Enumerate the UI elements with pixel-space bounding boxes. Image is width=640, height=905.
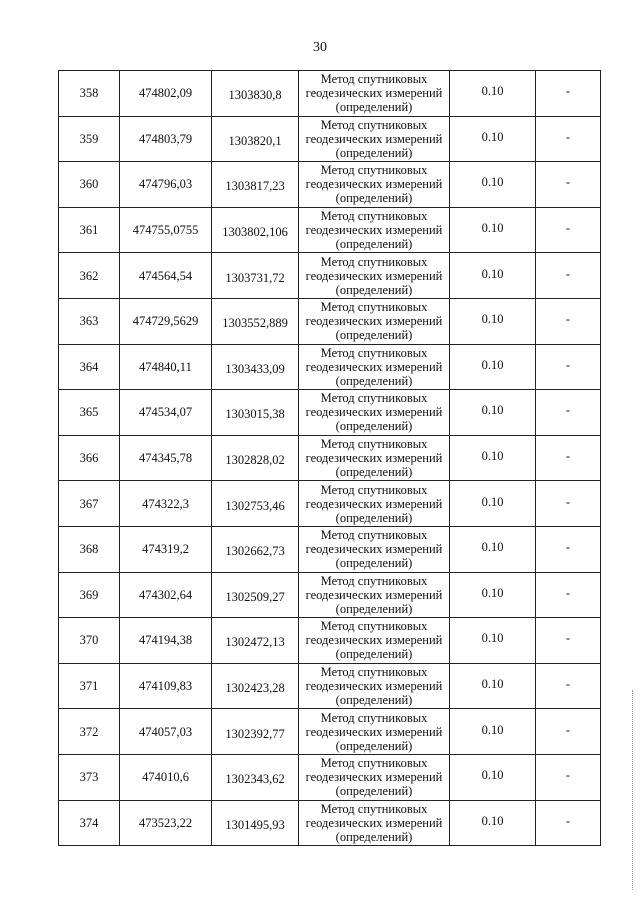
note-cell-text: - — [565, 813, 571, 828]
method-cell-text: Метод спутниковых геодезических измерений (определений) — [305, 254, 443, 297]
method-cell-text: Метод спутниковых геодезических измерений (определений) — [305, 163, 443, 206]
note-cell-text: - — [565, 768, 571, 783]
accuracy-cell — [450, 754, 536, 800]
accuracy-cell-text: 0.10 — [481, 677, 504, 692]
method-cell-text: Метод спутниковых геодезических измерений (определений) — [305, 437, 443, 480]
accuracy-cell — [450, 618, 536, 664]
point-number-cell — [59, 298, 120, 344]
accuracy-cell-text: 0.10 — [481, 494, 504, 509]
point-number-cell-text: 365 — [79, 405, 99, 420]
note-cell-text: - — [565, 449, 571, 464]
method-cell — [299, 207, 450, 253]
y-coordinate-cell-text: 1302392,77 — [225, 726, 285, 741]
y-coordinate-cell — [212, 435, 299, 481]
note-cell-text: - — [565, 221, 571, 236]
y-coordinate-cell — [212, 481, 299, 527]
coordinates-table — [58, 70, 601, 846]
accuracy-cell — [450, 344, 536, 390]
method-cell — [299, 71, 450, 117]
y-coordinate-cell — [212, 253, 299, 299]
accuracy-cell — [450, 298, 536, 344]
method-cell-text: Метод спутниковых геодезических измерений (определений) — [305, 573, 443, 616]
note-cell-text: - — [565, 266, 571, 281]
y-coordinate-cell-text: 1303817,23 — [225, 179, 285, 194]
y-coordinate-cell-text: 1302472,13 — [225, 635, 285, 650]
point-number-cell — [59, 709, 120, 755]
note-cell-text: - — [565, 677, 571, 692]
point-number-cell-text: 373 — [79, 770, 99, 785]
point-number-cell — [59, 663, 120, 709]
page-number: 30 — [313, 40, 327, 55]
method-cell-text: Метод спутниковых геодезических измерений (определений) — [305, 300, 443, 343]
y-coordinate-cell-text: 1302828,02 — [225, 453, 285, 468]
point-number-cell-text: 367 — [79, 496, 99, 511]
x-coordinate-cell — [120, 663, 212, 709]
accuracy-cell — [450, 207, 536, 253]
table-row — [59, 71, 601, 117]
note-cell-text: - — [565, 494, 571, 509]
x-coordinate-cell — [120, 390, 212, 436]
accuracy-cell-text: 0.10 — [481, 266, 504, 281]
method-cell-text: Метод спутниковых геодезических измерений (определений) — [305, 72, 443, 115]
note-cell-text: - — [565, 357, 571, 372]
note-cell — [536, 481, 601, 527]
accuracy-cell-text: 0.10 — [481, 540, 504, 555]
method-cell-text: Метод спутниковых геодезических измерений (определений) — [305, 801, 443, 844]
x-coordinate-cell — [120, 526, 212, 572]
point-number-cell — [59, 116, 120, 162]
y-coordinate-cell-text: 1303820,1 — [228, 133, 282, 148]
method-cell — [299, 709, 450, 755]
method-cell-text: Метод спутниковых геодезических измерений (определений) — [305, 345, 443, 388]
point-number-cell — [59, 253, 120, 299]
method-cell-text: Метод спутниковых геодезических измерений (определений) — [305, 482, 443, 525]
x-coordinate-cell-text: 474345,78 — [138, 451, 193, 466]
y-coordinate-cell — [212, 207, 299, 253]
note-cell — [536, 390, 601, 436]
note-cell — [536, 526, 601, 572]
accuracy-cell-text: 0.10 — [481, 631, 504, 646]
accuracy-cell-text: 0.10 — [481, 449, 504, 464]
x-coordinate-cell — [120, 435, 212, 481]
note-cell — [536, 754, 601, 800]
note-cell-text: - — [565, 175, 571, 190]
note-cell — [536, 71, 601, 117]
point-number-cell — [59, 344, 120, 390]
x-coordinate-cell-text: 474057,03 — [138, 724, 193, 739]
accuracy-cell-text: 0.10 — [481, 175, 504, 190]
method-cell — [299, 298, 450, 344]
note-cell — [536, 344, 601, 390]
y-coordinate-cell-text: 1302423,28 — [225, 681, 285, 696]
point-number-cell — [59, 754, 120, 800]
y-coordinate-cell-text: 1303015,38 — [225, 407, 285, 422]
method-cell-text: Метод спутниковых геодезических измерений (определений) — [305, 117, 443, 160]
table-row — [59, 800, 601, 846]
point-number-cell — [59, 618, 120, 664]
note-cell-text: - — [565, 631, 571, 646]
note-cell-text: - — [565, 403, 571, 418]
x-coordinate-cell — [120, 298, 212, 344]
accuracy-cell-text: 0.10 — [481, 129, 504, 144]
point-number-cell — [59, 390, 120, 436]
point-number-cell-text: 370 — [79, 633, 99, 648]
note-cell-text: - — [565, 84, 571, 99]
note-cell — [536, 298, 601, 344]
accuracy-cell-text: 0.10 — [481, 813, 504, 828]
method-cell — [299, 344, 450, 390]
point-number-cell — [59, 572, 120, 618]
y-coordinate-cell-text: 1302662,73 — [225, 544, 285, 559]
x-coordinate-cell — [120, 344, 212, 390]
x-coordinate-cell — [120, 800, 212, 846]
accuracy-cell — [450, 71, 536, 117]
point-number-cell — [59, 71, 120, 117]
method-cell — [299, 481, 450, 527]
method-cell — [299, 526, 450, 572]
accuracy-cell — [450, 390, 536, 436]
x-coordinate-cell — [120, 116, 212, 162]
accuracy-cell — [450, 435, 536, 481]
x-coordinate-cell-text: 474796,03 — [138, 177, 193, 192]
y-coordinate-cell-text: 1302343,62 — [225, 772, 285, 787]
x-coordinate-cell-text: 473523,22 — [138, 815, 193, 830]
method-cell-text: Метод спутниковых геодезических измерений (определений) — [305, 756, 443, 799]
y-coordinate-cell — [212, 800, 299, 846]
point-number-cell-text: 359 — [79, 131, 99, 146]
note-cell-text: - — [565, 540, 571, 555]
x-coordinate-cell-text: 474840,11 — [139, 359, 192, 374]
y-coordinate-cell — [212, 71, 299, 117]
method-cell — [299, 572, 450, 618]
table-row — [59, 344, 601, 390]
method-cell-text: Метод спутниковых геодезических измерений (определений) — [305, 619, 443, 662]
point-number-cell-text: 372 — [79, 724, 99, 739]
point-number-cell-text: 374 — [79, 815, 99, 830]
accuracy-cell — [450, 709, 536, 755]
point-number-cell-text: 361 — [79, 223, 99, 238]
y-coordinate-cell — [212, 709, 299, 755]
method-cell — [299, 162, 450, 208]
y-coordinate-cell — [212, 116, 299, 162]
y-coordinate-cell — [212, 618, 299, 664]
point-number-cell-text: 368 — [79, 542, 99, 557]
point-number-cell-text: 360 — [79, 177, 99, 192]
accuracy-cell-text: 0.10 — [481, 403, 504, 418]
accuracy-cell — [450, 800, 536, 846]
x-coordinate-cell-text: 474802,09 — [138, 86, 193, 101]
point-number-cell — [59, 526, 120, 572]
y-coordinate-cell — [212, 162, 299, 208]
x-coordinate-cell-text: 474194,38 — [138, 633, 193, 648]
table-row — [59, 162, 601, 208]
note-cell — [536, 709, 601, 755]
note-cell — [536, 800, 601, 846]
x-coordinate-cell-text: 474729,5629 — [132, 314, 199, 329]
table-row — [59, 663, 601, 709]
point-number-cell-text: 363 — [79, 314, 99, 329]
point-number-cell-text: 364 — [79, 359, 99, 374]
x-coordinate-cell-text: 474322,3 — [142, 496, 189, 511]
accuracy-cell — [450, 663, 536, 709]
table-row — [59, 435, 601, 481]
point-number-cell-text: 369 — [79, 587, 99, 602]
y-coordinate-cell-text: 1303552,889 — [222, 316, 288, 331]
note-cell — [536, 663, 601, 709]
accuracy-cell — [450, 162, 536, 208]
x-coordinate-cell — [120, 162, 212, 208]
x-coordinate-cell-text: 474755,0755 — [132, 223, 199, 238]
method-cell — [299, 618, 450, 664]
method-cell — [299, 253, 450, 299]
note-cell — [536, 207, 601, 253]
y-coordinate-cell-text: 1303433,09 — [225, 361, 285, 376]
accuracy-cell-text: 0.10 — [481, 312, 504, 327]
note-cell — [536, 435, 601, 481]
point-number-cell — [59, 481, 120, 527]
coordinates-table-body — [59, 71, 601, 846]
accuracy-cell-text: 0.10 — [481, 84, 504, 99]
method-cell — [299, 435, 450, 481]
y-coordinate-cell-text: 1303802,106 — [222, 225, 288, 240]
accuracy-cell-text: 0.10 — [481, 357, 504, 372]
point-number-cell-text: 371 — [79, 679, 99, 694]
x-coordinate-cell — [120, 572, 212, 618]
note-cell-text: - — [565, 312, 571, 327]
table-row — [59, 253, 601, 299]
y-coordinate-cell — [212, 298, 299, 344]
y-coordinate-cell-text: 1303830,8 — [228, 88, 282, 103]
method-cell — [299, 116, 450, 162]
accuracy-cell-text: 0.10 — [481, 221, 504, 236]
accuracy-cell-text: 0.10 — [481, 585, 504, 600]
method-cell-text: Метод спутниковых геодезических измерений (определений) — [305, 391, 443, 434]
x-coordinate-cell-text: 474564,54 — [138, 268, 193, 283]
note-cell — [536, 572, 601, 618]
method-cell-text: Метод спутниковых геодезических измерений (определений) — [305, 528, 443, 571]
table-row — [59, 526, 601, 572]
point-number-cell-text: 366 — [79, 451, 99, 466]
method-cell-text: Метод спутниковых геодезических измерений (определений) — [305, 209, 443, 252]
x-coordinate-cell-text: 474803,79 — [138, 131, 193, 146]
note-cell — [536, 162, 601, 208]
note-cell-text: - — [565, 129, 571, 144]
table-row — [59, 618, 601, 664]
scan-edge-mark — [632, 690, 635, 890]
x-coordinate-cell — [120, 709, 212, 755]
note-cell — [536, 618, 601, 664]
method-cell — [299, 663, 450, 709]
method-cell — [299, 800, 450, 846]
table-row — [59, 390, 601, 436]
accuracy-cell — [450, 572, 536, 618]
x-coordinate-cell — [120, 253, 212, 299]
method-cell-text: Метод спутниковых геодезических измерений (определений) — [305, 710, 443, 753]
table-row — [59, 709, 601, 755]
method-cell — [299, 754, 450, 800]
accuracy-cell — [450, 253, 536, 299]
y-coordinate-cell — [212, 572, 299, 618]
table-row — [59, 298, 601, 344]
y-coordinate-cell-text: 1301495,93 — [225, 817, 285, 832]
table-row — [59, 116, 601, 162]
note-cell — [536, 253, 601, 299]
y-coordinate-cell — [212, 754, 299, 800]
accuracy-cell — [450, 526, 536, 572]
x-coordinate-cell-text: 474534,07 — [138, 405, 193, 420]
table-row — [59, 572, 601, 618]
y-coordinate-cell — [212, 344, 299, 390]
x-coordinate-cell — [120, 618, 212, 664]
y-coordinate-cell-text: 1302509,27 — [225, 589, 285, 604]
point-number-cell — [59, 162, 120, 208]
point-number-cell-text: 358 — [79, 86, 99, 101]
accuracy-cell-text: 0.10 — [481, 722, 504, 737]
x-coordinate-cell-text: 474109,83 — [138, 679, 193, 694]
method-cell — [299, 390, 450, 436]
table-row — [59, 481, 601, 527]
accuracy-cell — [450, 116, 536, 162]
accuracy-cell-text: 0.10 — [481, 768, 504, 783]
x-coordinate-cell-text: 474302,64 — [138, 587, 193, 602]
note-cell — [536, 116, 601, 162]
x-coordinate-cell — [120, 481, 212, 527]
point-number-cell-text: 362 — [79, 268, 99, 283]
point-number-cell — [59, 207, 120, 253]
point-number-cell — [59, 800, 120, 846]
y-coordinate-cell-text: 1302753,46 — [225, 498, 285, 513]
accuracy-cell — [450, 481, 536, 527]
x-coordinate-cell — [120, 207, 212, 253]
x-coordinate-cell — [120, 754, 212, 800]
y-coordinate-cell — [212, 526, 299, 572]
table-row — [59, 754, 601, 800]
x-coordinate-cell-text: 474319,2 — [142, 542, 189, 557]
method-cell-text: Метод спутниковых геодезических измерений (определений) — [305, 665, 443, 708]
y-coordinate-cell — [212, 663, 299, 709]
note-cell-text: - — [565, 722, 571, 737]
x-coordinate-cell-text: 474010,6 — [142, 770, 189, 785]
point-number-cell — [59, 435, 120, 481]
x-coordinate-cell — [120, 71, 212, 117]
y-coordinate-cell — [212, 390, 299, 436]
table-row — [59, 207, 601, 253]
note-cell-text: - — [565, 585, 571, 600]
y-coordinate-cell-text: 1303731,72 — [225, 270, 285, 285]
